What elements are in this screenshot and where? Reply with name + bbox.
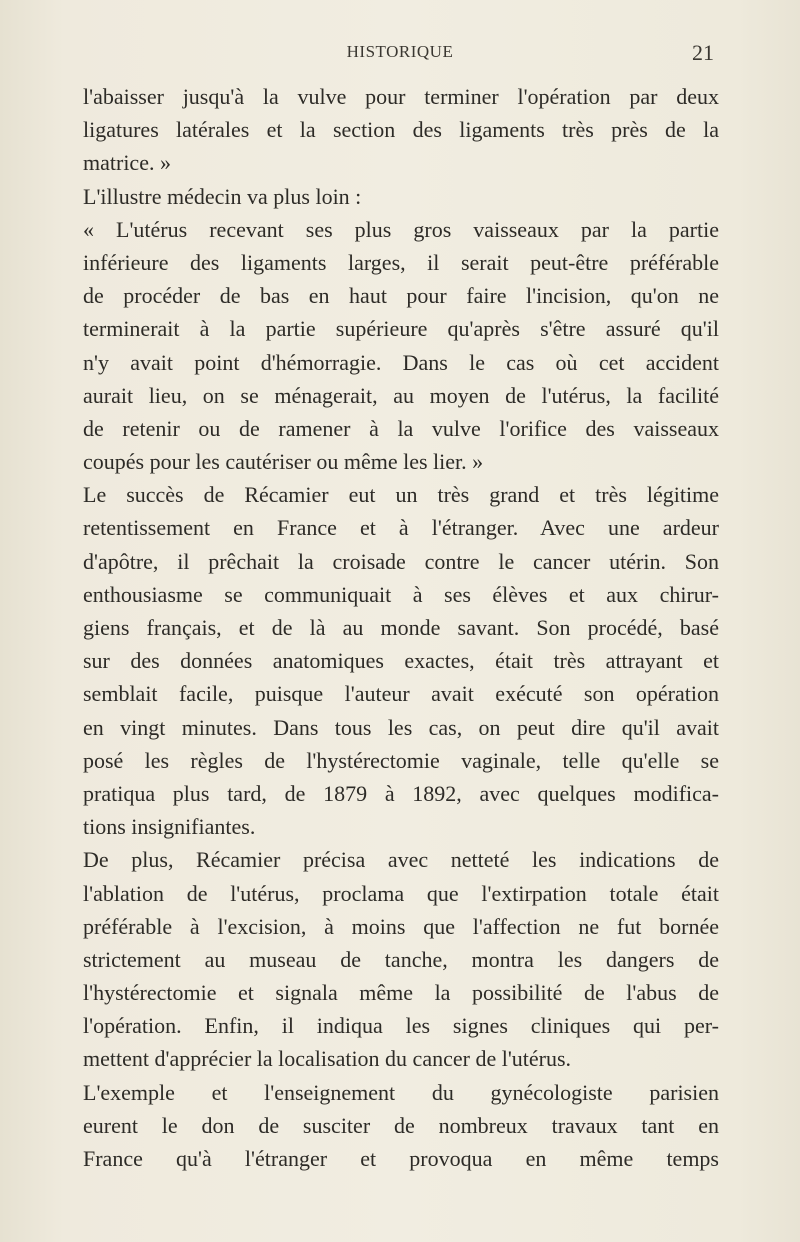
body-text (83, 80, 719, 1175)
page-number: 21 (692, 40, 714, 65)
text-line: De plus, Récamier précisa avec netteté les indications de (83, 847, 719, 873)
text-line: posé les règles de l'hystérectomie vaginale, telle qu'elle se (83, 747, 719, 773)
text-line: inférieure des ligaments larges, il serait peut-être préférable (83, 249, 719, 275)
text-line: ligatures latérales et la section des ligaments très près de la (83, 117, 719, 143)
text-line: mettent d'apprécier la localisation du cancer de l'utérus. (83, 1046, 572, 1072)
text-line: aurait lieu, on se ménagerait, au moyen de l'utérus, la facilité (83, 382, 719, 408)
text-line: « L'utérus recevant ses plus gros vaisseaux par la partie (83, 216, 719, 242)
text-line: d'apôtre, il prêchait la croisade contre le cancer utérin. Son (83, 548, 719, 574)
text-line: en vingt minutes. Dans tous les cas, on peut dire qu'il avait (83, 714, 719, 740)
text-line: sur des données anatomiques exactes, était très attrayant et (83, 648, 719, 674)
text-line: giens français, et de là au monde savant. Son procédé, basé (83, 615, 719, 640)
text-line: semblait facile, puisque l'auteur avait exécuté son opération (83, 681, 719, 707)
text-line: terminerait à la partie supérieure qu'après s'être assuré qu'il (83, 316, 719, 342)
text-line: de procéder de bas en haut pour faire l'incision, qu'on ne (83, 283, 719, 309)
text-line: matrice. » (83, 150, 171, 176)
text-line: l'abaisser jusqu'à la vulve pour terminer l'opération par deux (83, 84, 719, 109)
text-line: tions insignifiantes. (83, 814, 256, 840)
text-line: l'ablation de l'utérus, proclama que l'extirpation totale était (83, 880, 719, 906)
text-line: n'y avait point d'hémorragie. Dans le cas où cet accident (83, 349, 719, 375)
text-line: de retenir ou de ramener à la vulve l'orifice des vaisseaux (83, 415, 719, 441)
text-line: l'hystérectomie et signala même la possibilité de l'abus de (83, 980, 719, 1006)
running-title: HISTORIQUE (346, 42, 454, 61)
text-line: enthousiasme se communiquait à ses élèves et aux chirur- (83, 581, 719, 607)
text-line: retentissement en France et à l'étranger. Avec une ardeur (83, 515, 719, 541)
text-line: L'illustre médecin va plus loin : (83, 183, 362, 209)
text-line: eurent le don de susciter de nombreux travaux tant en (83, 1112, 719, 1138)
text-line: L'exemple et l'enseignement du gynécologiste parisien (83, 1079, 719, 1105)
text-line: France qu'à l'étranger et provoqua en même temps (83, 1146, 719, 1171)
text-line: préférable à l'excision, à moins que l'affection ne fut bornée (83, 913, 719, 939)
text-line: pratiqua plus tard, de 1879 à 1892, avec quelques modifica- (83, 780, 719, 806)
text-line: l'opération. Enfin, il indiqua les signes cliniques qui per- (83, 1013, 719, 1039)
text-line: Le succès de Récamier eut un très grand et très légitime (83, 482, 719, 508)
text-line: coupés pour les cautériser ou même les lier. » (83, 449, 484, 475)
text-line: strictement au museau de tanche, montra les dangers de (83, 946, 719, 972)
page-header (0, 42, 800, 72)
